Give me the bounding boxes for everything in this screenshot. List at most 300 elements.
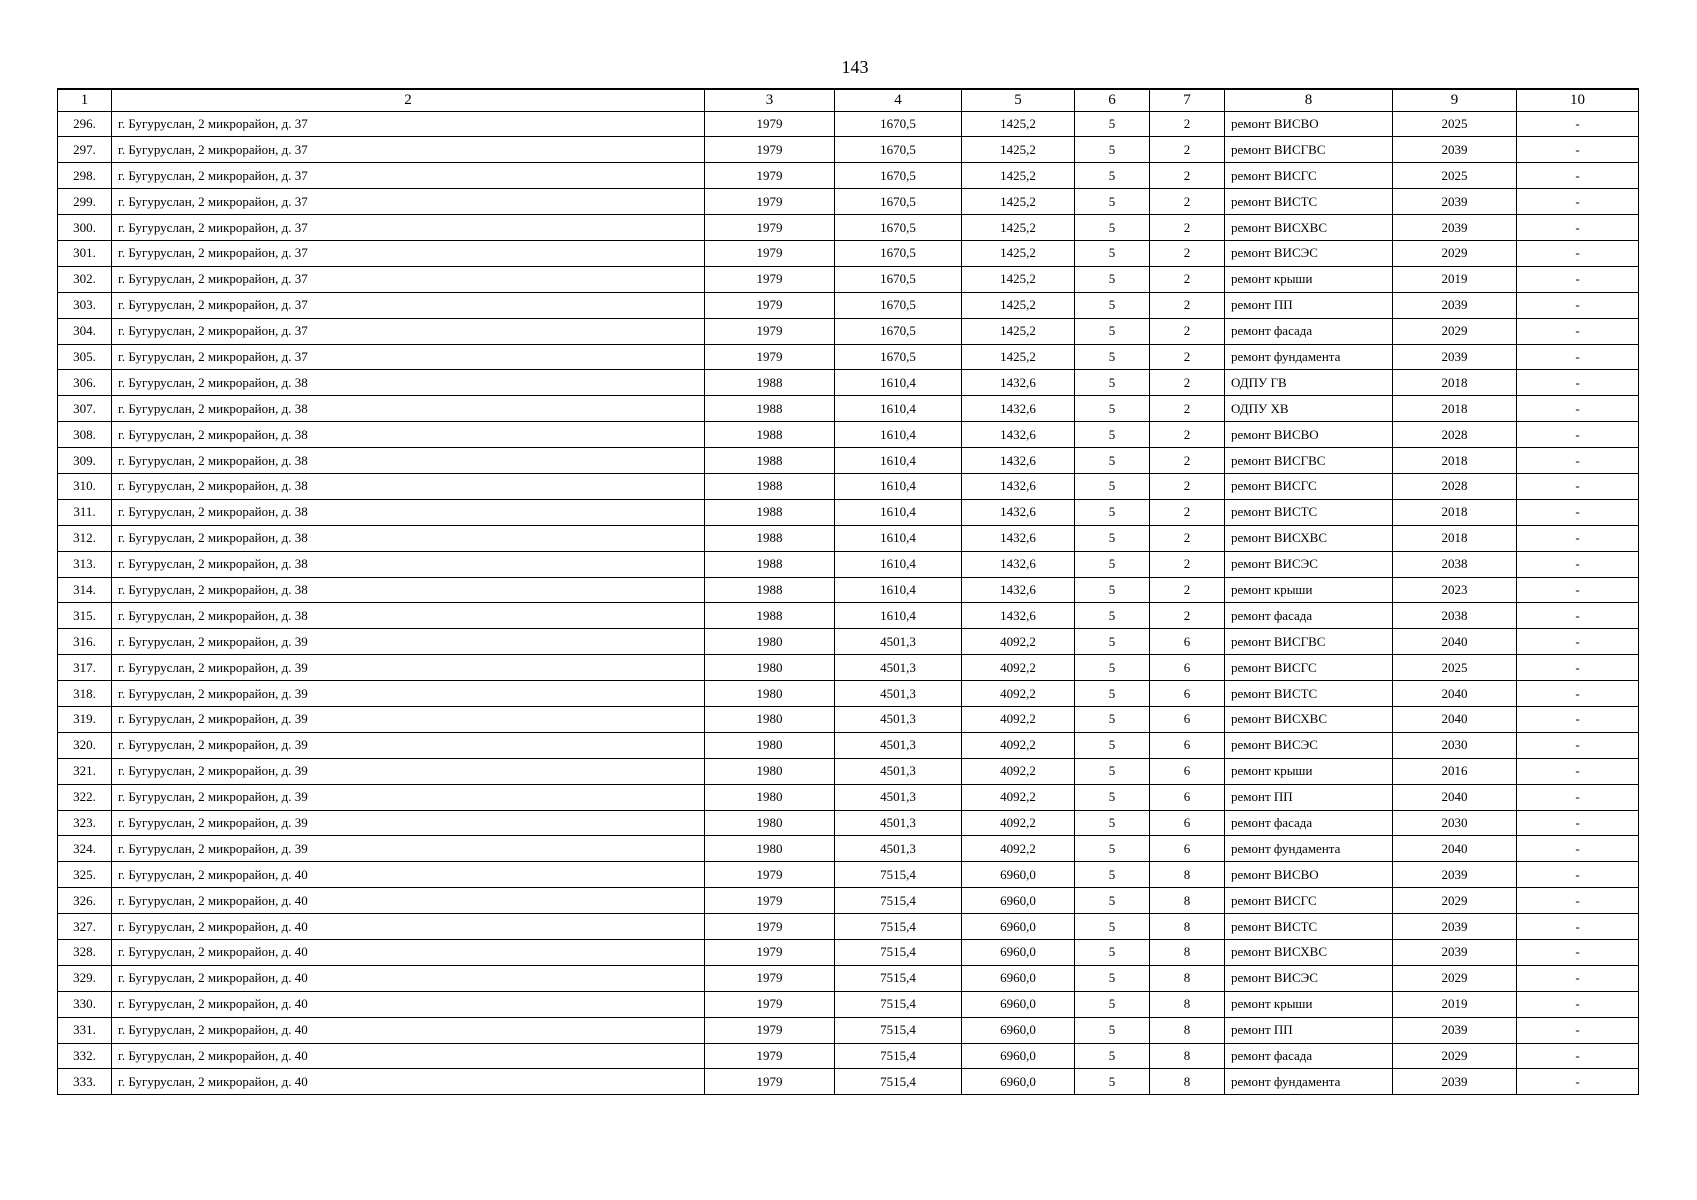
- total-area-cell: 7515,4: [835, 1069, 962, 1095]
- construction-year-cell: 1979: [705, 240, 835, 266]
- entrances-cell: 6: [1150, 681, 1225, 707]
- row-number-cell: 304.: [58, 318, 112, 344]
- construction-year-cell: 1980: [705, 629, 835, 655]
- living-area-cell: 4092,2: [962, 681, 1075, 707]
- floors-cell: 5: [1075, 991, 1150, 1017]
- construction-year-cell: 1988: [705, 370, 835, 396]
- address-cell: г. Бугуруслан, 2 микрорайон, д. 40: [112, 1017, 705, 1043]
- construction-year-cell: 1979: [705, 266, 835, 292]
- note-cell: -: [1517, 888, 1639, 914]
- table-row: [58, 396, 1639, 422]
- address-cell: г. Бугуруслан, 2 микрорайон, д. 39: [112, 706, 705, 732]
- note-cell: -: [1517, 396, 1639, 422]
- entrances-cell: 2: [1150, 448, 1225, 474]
- column-header: 1: [58, 89, 112, 111]
- work-type-cell: ремонт ВИСГС: [1225, 655, 1393, 681]
- note-cell: -: [1517, 836, 1639, 862]
- note-cell: -: [1517, 681, 1639, 707]
- total-area-cell: 1610,4: [835, 577, 962, 603]
- note-cell: -: [1517, 810, 1639, 836]
- address-cell: г. Бугуруслан, 2 микрорайон, д. 38: [112, 396, 705, 422]
- total-area-cell: 1670,5: [835, 344, 962, 370]
- construction-year-cell: 1979: [705, 189, 835, 215]
- address-cell: г. Бугуруслан, 2 микрорайон, д. 38: [112, 473, 705, 499]
- floors-cell: 5: [1075, 215, 1150, 241]
- total-area-cell: 4501,3: [835, 836, 962, 862]
- table-row: [58, 137, 1639, 163]
- address-cell: г. Бугуруслан, 2 микрорайон, д. 39: [112, 784, 705, 810]
- construction-year-cell: 1988: [705, 603, 835, 629]
- row-number-cell: 313.: [58, 551, 112, 577]
- construction-year-cell: 1988: [705, 577, 835, 603]
- row-number-cell: 317.: [58, 655, 112, 681]
- page-number: 143: [841, 57, 869, 77]
- construction-year-cell: 1979: [705, 111, 835, 137]
- living-area-cell: 1425,2: [962, 137, 1075, 163]
- work-type-cell: ремонт ВИСЭС: [1225, 551, 1393, 577]
- planned-year-cell: 2028: [1393, 422, 1517, 448]
- table-row: [58, 862, 1639, 888]
- row-number-cell: 309.: [58, 448, 112, 474]
- entrances-cell: 6: [1150, 836, 1225, 862]
- living-area-cell: 1432,6: [962, 603, 1075, 629]
- work-type-cell: ремонт ВИСХВС: [1225, 215, 1393, 241]
- work-type-cell: ремонт ВИСВО: [1225, 862, 1393, 888]
- work-type-cell: ремонт ВИСВО: [1225, 111, 1393, 137]
- floors-cell: 5: [1075, 525, 1150, 551]
- construction-year-cell: 1979: [705, 965, 835, 991]
- table-row: [58, 292, 1639, 318]
- row-number-cell: 319.: [58, 706, 112, 732]
- total-area-cell: 1670,5: [835, 189, 962, 215]
- total-area-cell: 1610,4: [835, 499, 962, 525]
- note-cell: -: [1517, 862, 1639, 888]
- construction-year-cell: 1979: [705, 940, 835, 966]
- planned-year-cell: 2018: [1393, 499, 1517, 525]
- planned-year-cell: 2025: [1393, 163, 1517, 189]
- work-type-cell: ремонт ВИСГС: [1225, 888, 1393, 914]
- living-area-cell: 1425,2: [962, 292, 1075, 318]
- row-number-cell: 321.: [58, 758, 112, 784]
- table-row: [58, 525, 1639, 551]
- planned-year-cell: 2040: [1393, 784, 1517, 810]
- row-number-cell: 303.: [58, 292, 112, 318]
- floors-cell: 5: [1075, 603, 1150, 629]
- living-area-cell: 1425,2: [962, 344, 1075, 370]
- note-cell: -: [1517, 1017, 1639, 1043]
- construction-year-cell: 1988: [705, 473, 835, 499]
- floors-cell: 5: [1075, 163, 1150, 189]
- address-cell: г. Бугуруслан, 2 микрорайон, д. 38: [112, 422, 705, 448]
- work-type-cell: ремонт ВИСГС: [1225, 473, 1393, 499]
- row-number-cell: 327.: [58, 914, 112, 940]
- address-cell: г. Бугуруслан, 2 микрорайон, д. 39: [112, 836, 705, 862]
- total-area-cell: 1610,4: [835, 603, 962, 629]
- construction-year-cell: 1979: [705, 318, 835, 344]
- planned-year-cell: 2040: [1393, 836, 1517, 862]
- floors-cell: 5: [1075, 189, 1150, 215]
- construction-year-cell: 1988: [705, 499, 835, 525]
- floors-cell: 5: [1075, 810, 1150, 836]
- total-area-cell: 1610,4: [835, 448, 962, 474]
- entrances-cell: 2: [1150, 370, 1225, 396]
- table-row: [58, 111, 1639, 137]
- construction-year-cell: 1979: [705, 215, 835, 241]
- construction-year-cell: 1979: [705, 914, 835, 940]
- note-cell: -: [1517, 240, 1639, 266]
- table-row: [58, 732, 1639, 758]
- floors-cell: 5: [1075, 681, 1150, 707]
- total-area-cell: 7515,4: [835, 991, 962, 1017]
- address-cell: г. Бугуруслан, 2 микрорайон, д. 40: [112, 991, 705, 1017]
- work-type-cell: ремонт фундамента: [1225, 1069, 1393, 1095]
- address-cell: г. Бугуруслан, 2 микрорайон, д. 39: [112, 810, 705, 836]
- living-area-cell: 1425,2: [962, 240, 1075, 266]
- floors-cell: 5: [1075, 940, 1150, 966]
- planned-year-cell: 2039: [1393, 1069, 1517, 1095]
- living-area-cell: 6960,0: [962, 862, 1075, 888]
- planned-year-cell: 2018: [1393, 448, 1517, 474]
- planned-year-cell: 2039: [1393, 189, 1517, 215]
- note-cell: -: [1517, 784, 1639, 810]
- work-type-cell: ремонт фундамента: [1225, 344, 1393, 370]
- table-row: [58, 499, 1639, 525]
- note-cell: -: [1517, 370, 1639, 396]
- planned-year-cell: 2039: [1393, 292, 1517, 318]
- address-cell: г. Бугуруслан, 2 микрорайон, д. 40: [112, 965, 705, 991]
- living-area-cell: 1432,6: [962, 370, 1075, 396]
- work-type-cell: ремонт ПП: [1225, 1017, 1393, 1043]
- row-number-cell: 316.: [58, 629, 112, 655]
- living-area-cell: 4092,2: [962, 706, 1075, 732]
- total-area-cell: 7515,4: [835, 965, 962, 991]
- work-type-cell: ремонт ПП: [1225, 292, 1393, 318]
- work-type-cell: ремонт ВИСТС: [1225, 499, 1393, 525]
- note-cell: -: [1517, 473, 1639, 499]
- planned-year-cell: 2040: [1393, 681, 1517, 707]
- address-cell: г. Бугуруслан, 2 микрорайон, д. 38: [112, 448, 705, 474]
- table-row: [58, 1043, 1639, 1069]
- table-row: [58, 629, 1639, 655]
- note-cell: -: [1517, 499, 1639, 525]
- floors-cell: 5: [1075, 784, 1150, 810]
- floors-cell: 5: [1075, 240, 1150, 266]
- note-cell: -: [1517, 318, 1639, 344]
- row-number-cell: 325.: [58, 862, 112, 888]
- living-area-cell: 1425,2: [962, 215, 1075, 241]
- planned-year-cell: 2029: [1393, 965, 1517, 991]
- table-row: [58, 1017, 1639, 1043]
- table-row: [58, 1069, 1639, 1095]
- total-area-cell: 1670,5: [835, 215, 962, 241]
- table-row: [58, 215, 1639, 241]
- column-header: 4: [835, 89, 962, 111]
- row-number-cell: 301.: [58, 240, 112, 266]
- construction-year-cell: 1979: [705, 137, 835, 163]
- living-area-cell: 1432,6: [962, 448, 1075, 474]
- total-area-cell: 4501,3: [835, 732, 962, 758]
- row-number-cell: 329.: [58, 965, 112, 991]
- note-cell: -: [1517, 914, 1639, 940]
- work-type-cell: ремонт ВИСХВС: [1225, 940, 1393, 966]
- construction-year-cell: 1980: [705, 706, 835, 732]
- total-area-cell: 4501,3: [835, 681, 962, 707]
- floors-cell: 5: [1075, 292, 1150, 318]
- construction-year-cell: 1988: [705, 396, 835, 422]
- total-area-cell: 4501,3: [835, 655, 962, 681]
- floors-cell: 5: [1075, 318, 1150, 344]
- note-cell: -: [1517, 137, 1639, 163]
- planned-year-cell: 2029: [1393, 1043, 1517, 1069]
- work-type-cell: ремонт ВИСТС: [1225, 914, 1393, 940]
- floors-cell: 5: [1075, 965, 1150, 991]
- living-area-cell: 6960,0: [962, 965, 1075, 991]
- planned-year-cell: 2039: [1393, 1017, 1517, 1043]
- table-row: [58, 370, 1639, 396]
- planned-year-cell: 2019: [1393, 266, 1517, 292]
- address-cell: г. Бугуруслан, 2 микрорайон, д. 37: [112, 292, 705, 318]
- work-type-cell: ремонт ВИСТС: [1225, 681, 1393, 707]
- row-number-cell: 305.: [58, 344, 112, 370]
- total-area-cell: 1670,5: [835, 111, 962, 137]
- living-area-cell: 1432,6: [962, 473, 1075, 499]
- living-area-cell: 6960,0: [962, 888, 1075, 914]
- construction-year-cell: 1980: [705, 655, 835, 681]
- total-area-cell: 1610,4: [835, 551, 962, 577]
- row-number-cell: 333.: [58, 1069, 112, 1095]
- planned-year-cell: 2025: [1393, 655, 1517, 681]
- floors-cell: 5: [1075, 706, 1150, 732]
- row-number-cell: 322.: [58, 784, 112, 810]
- address-cell: г. Бугуруслан, 2 микрорайон, д. 40: [112, 1043, 705, 1069]
- note-cell: -: [1517, 448, 1639, 474]
- entrances-cell: 8: [1150, 940, 1225, 966]
- floors-cell: 5: [1075, 1017, 1150, 1043]
- row-number-cell: 312.: [58, 525, 112, 551]
- row-number-cell: 332.: [58, 1043, 112, 1069]
- entrances-cell: 2: [1150, 344, 1225, 370]
- entrances-cell: 2: [1150, 215, 1225, 241]
- work-type-cell: ОДПУ ГВ: [1225, 370, 1393, 396]
- planned-year-cell: 2040: [1393, 706, 1517, 732]
- address-cell: г. Бугуруслан, 2 микрорайон, д. 39: [112, 732, 705, 758]
- row-number-cell: 296.: [58, 111, 112, 137]
- table-row: [58, 810, 1639, 836]
- entrances-cell: 2: [1150, 603, 1225, 629]
- table-row: [58, 603, 1639, 629]
- construction-year-cell: 1980: [705, 784, 835, 810]
- entrances-cell: 2: [1150, 396, 1225, 422]
- total-area-cell: 7515,4: [835, 888, 962, 914]
- total-area-cell: 4501,3: [835, 810, 962, 836]
- total-area-cell: 7515,4: [835, 914, 962, 940]
- construction-year-cell: 1979: [705, 1017, 835, 1043]
- entrances-cell: 6: [1150, 706, 1225, 732]
- planned-year-cell: 2030: [1393, 810, 1517, 836]
- floors-cell: 5: [1075, 1069, 1150, 1095]
- address-cell: г. Бугуруслан, 2 микрорайон, д. 38: [112, 499, 705, 525]
- work-type-cell: ремонт крыши: [1225, 991, 1393, 1017]
- entrances-cell: 6: [1150, 758, 1225, 784]
- column-header: 5: [962, 89, 1075, 111]
- floors-cell: 5: [1075, 344, 1150, 370]
- floors-cell: 5: [1075, 914, 1150, 940]
- entrances-cell: 2: [1150, 163, 1225, 189]
- construction-year-cell: 1979: [705, 888, 835, 914]
- row-number-cell: 310.: [58, 473, 112, 499]
- address-cell: г. Бугуруслан, 2 микрорайон, д. 39: [112, 629, 705, 655]
- address-cell: г. Бугуруслан, 2 микрорайон, д. 38: [112, 603, 705, 629]
- row-number-cell: 298.: [58, 163, 112, 189]
- living-area-cell: 1425,2: [962, 266, 1075, 292]
- note-cell: -: [1517, 577, 1639, 603]
- entrances-cell: 8: [1150, 888, 1225, 914]
- column-header: 6: [1075, 89, 1150, 111]
- address-cell: г. Бугуруслан, 2 микрорайон, д. 40: [112, 914, 705, 940]
- floors-cell: 5: [1075, 862, 1150, 888]
- planned-year-cell: 2018: [1393, 370, 1517, 396]
- living-area-cell: 4092,2: [962, 758, 1075, 784]
- living-area-cell: 1432,6: [962, 577, 1075, 603]
- row-number-cell: 326.: [58, 888, 112, 914]
- note-cell: -: [1517, 732, 1639, 758]
- note-cell: -: [1517, 629, 1639, 655]
- table-row: [58, 836, 1639, 862]
- planned-year-cell: 2038: [1393, 551, 1517, 577]
- note-cell: -: [1517, 758, 1639, 784]
- entrances-cell: 8: [1150, 991, 1225, 1017]
- living-area-cell: 1425,2: [962, 189, 1075, 215]
- column-header: 3: [705, 89, 835, 111]
- table-row: [58, 888, 1639, 914]
- note-cell: -: [1517, 991, 1639, 1017]
- note-cell: -: [1517, 1069, 1639, 1095]
- note-cell: -: [1517, 422, 1639, 448]
- entrances-cell: 8: [1150, 965, 1225, 991]
- table-row: [58, 318, 1639, 344]
- work-type-cell: ремонт ВИСЭС: [1225, 965, 1393, 991]
- address-cell: г. Бугуруслан, 2 микрорайон, д. 39: [112, 758, 705, 784]
- work-type-cell: ремонт крыши: [1225, 758, 1393, 784]
- note-cell: -: [1517, 940, 1639, 966]
- living-area-cell: 6960,0: [962, 991, 1075, 1017]
- row-number-cell: 320.: [58, 732, 112, 758]
- entrances-cell: 2: [1150, 551, 1225, 577]
- total-area-cell: 4501,3: [835, 629, 962, 655]
- floors-cell: 5: [1075, 655, 1150, 681]
- planned-year-cell: 2018: [1393, 525, 1517, 551]
- address-cell: г. Бугуруслан, 2 микрорайон, д. 40: [112, 940, 705, 966]
- note-cell: -: [1517, 215, 1639, 241]
- table-row: [58, 422, 1639, 448]
- address-cell: г. Бугуруслан, 2 микрорайон, д. 37: [112, 240, 705, 266]
- table-row: [58, 681, 1639, 707]
- entrances-cell: 2: [1150, 266, 1225, 292]
- total-area-cell: 1610,4: [835, 422, 962, 448]
- note-cell: -: [1517, 655, 1639, 681]
- table-row: [58, 551, 1639, 577]
- work-type-cell: ремонт ВИСВО: [1225, 422, 1393, 448]
- total-area-cell: 7515,4: [835, 940, 962, 966]
- construction-year-cell: 1979: [705, 991, 835, 1017]
- living-area-cell: 4092,2: [962, 810, 1075, 836]
- total-area-cell: 1670,5: [835, 318, 962, 344]
- row-number-cell: 323.: [58, 810, 112, 836]
- entrances-cell: 2: [1150, 137, 1225, 163]
- entrances-cell: 6: [1150, 629, 1225, 655]
- row-number-cell: 318.: [58, 681, 112, 707]
- table-row: [58, 240, 1639, 266]
- planned-year-cell: 2029: [1393, 318, 1517, 344]
- planned-year-cell: 2019: [1393, 991, 1517, 1017]
- total-area-cell: 1610,4: [835, 396, 962, 422]
- address-cell: г. Бугуруслан, 2 микрорайон, д. 37: [112, 344, 705, 370]
- living-area-cell: 6960,0: [962, 914, 1075, 940]
- capital-repair-table: [57, 88, 1639, 1095]
- planned-year-cell: 2028: [1393, 473, 1517, 499]
- work-type-cell: ремонт ВИСГВС: [1225, 137, 1393, 163]
- table-row: [58, 577, 1639, 603]
- floors-cell: 5: [1075, 396, 1150, 422]
- work-type-cell: ремонт ВИСГС: [1225, 163, 1393, 189]
- table-body: [58, 111, 1639, 1095]
- address-cell: г. Бугуруслан, 2 микрорайон, д. 40: [112, 888, 705, 914]
- living-area-cell: 6960,0: [962, 940, 1075, 966]
- construction-year-cell: 1979: [705, 1043, 835, 1069]
- living-area-cell: 6960,0: [962, 1069, 1075, 1095]
- note-cell: -: [1517, 344, 1639, 370]
- address-cell: г. Бугуруслан, 2 микрорайон, д. 37: [112, 111, 705, 137]
- planned-year-cell: 2039: [1393, 914, 1517, 940]
- address-cell: г. Бугуруслан, 2 микрорайон, д. 38: [112, 551, 705, 577]
- table-row: [58, 991, 1639, 1017]
- planned-year-cell: 2040: [1393, 629, 1517, 655]
- living-area-cell: 6960,0: [962, 1043, 1075, 1069]
- row-number-cell: 302.: [58, 266, 112, 292]
- floors-cell: 5: [1075, 888, 1150, 914]
- entrances-cell: 8: [1150, 1043, 1225, 1069]
- construction-year-cell: 1980: [705, 836, 835, 862]
- total-area-cell: 1670,5: [835, 163, 962, 189]
- living-area-cell: 1432,6: [962, 551, 1075, 577]
- table-row: [58, 784, 1639, 810]
- row-number-cell: 328.: [58, 940, 112, 966]
- work-type-cell: ОДПУ ХВ: [1225, 396, 1393, 422]
- living-area-cell: 1425,2: [962, 111, 1075, 137]
- entrances-cell: 2: [1150, 111, 1225, 137]
- table-row: [58, 655, 1639, 681]
- planned-year-cell: 2029: [1393, 888, 1517, 914]
- living-area-cell: 6960,0: [962, 1017, 1075, 1043]
- entrances-cell: 8: [1150, 1069, 1225, 1095]
- entrances-cell: 6: [1150, 732, 1225, 758]
- note-cell: -: [1517, 525, 1639, 551]
- row-number-cell: 314.: [58, 577, 112, 603]
- address-cell: г. Бугуруслан, 2 микрорайон, д. 38: [112, 370, 705, 396]
- row-number-cell: 300.: [58, 215, 112, 241]
- column-header: 7: [1150, 89, 1225, 111]
- construction-year-cell: 1988: [705, 551, 835, 577]
- table-header-row: [58, 89, 1639, 111]
- row-number-cell: 311.: [58, 499, 112, 525]
- floors-cell: 5: [1075, 448, 1150, 474]
- total-area-cell: 4501,3: [835, 758, 962, 784]
- planned-year-cell: 2039: [1393, 862, 1517, 888]
- living-area-cell: 4092,2: [962, 784, 1075, 810]
- living-area-cell: 1432,6: [962, 525, 1075, 551]
- work-type-cell: ремонт ВИСГВС: [1225, 629, 1393, 655]
- construction-year-cell: 1980: [705, 681, 835, 707]
